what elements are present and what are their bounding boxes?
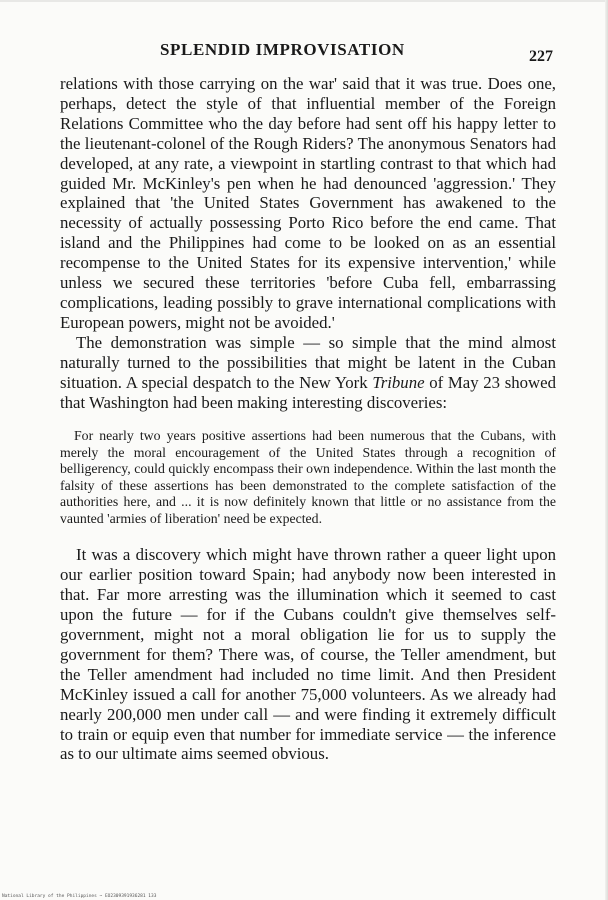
page-top-edge [0,0,608,2]
body-text [60,74,556,764]
block-quote: For nearly two years positive assertions had been numerous that the Cubans, with merely the moral encouragement of the United States through a recognition of belligerency, could quickly encompass their own independence. Within the last month the falsity of these assertions has been demonstrated to the complete satisfaction of the authorities here, and ... it is now definitely known that little or no assistance from the vaunted 'armies of liberation' need be expected. [60,428,556,526]
running-head: SPLENDID IMPROVISATION [160,40,405,59]
newspaper-title: Tribune [372,372,425,392]
paragraph-2 [60,333,556,413]
page-number: 227 [529,48,553,65]
scan-footer: National Library of the Philippines ~ EO2309391936281 133 [2,894,157,899]
paragraph-2-end: of May 23 showed that Washington had been making interesting discoveries: [60,372,556,412]
paragraph-3: It was a discovery which might have thrown rather a queer light upon our earlier position toward Spain; had anybody now been interested in that. Far more arresting was the illumination which it seemed to cast upon the future — for if the Cubans couldn't give themselves self-government, might not a moral obligation lie for us to supply the government for them? There was, of course, the Teller amendment, but the Teller amendment had included no time limit. And then President McKinley issued a call for another 75,000 volunteers. As we already had nearly 200,000 men under call — and were finding it extremely difficult to train or equip even that number for immediate service — the inference as to our ultimate aims seemed obvious. [60,545,556,764]
paragraph-1: relations with those carrying on the war' said that it was true. Does one, perhaps, detect the style of that influential member of the Foreign Relations Committee who the day before had sent off his happy letter to the lieutenant-colonel of the Rough Riders? The anonymous Senators had developed, at any rate, a viewpoint in startling contrast to that which had guided Mr. McKinley's pen when he had denounced 'aggression.' They explained that 'the United States Government has awakened to the necessity of actually possessing Porto Rico before the end came. That island and the Philippines had come to be looked on as an essential recompense to the United States for its expensive intervention,' while unless we secured these territories 'before Cuba fell, embarrassing complications, leading possibly to grave international complications with European powers, might not be avoided.' [60,74,556,332]
paragraph-2-start: The demonstration was simple — so simple that the mind almost naturally turned to the possibilities that might be latent in the Cuban situation. A special despatch to the New York [60,332,556,392]
